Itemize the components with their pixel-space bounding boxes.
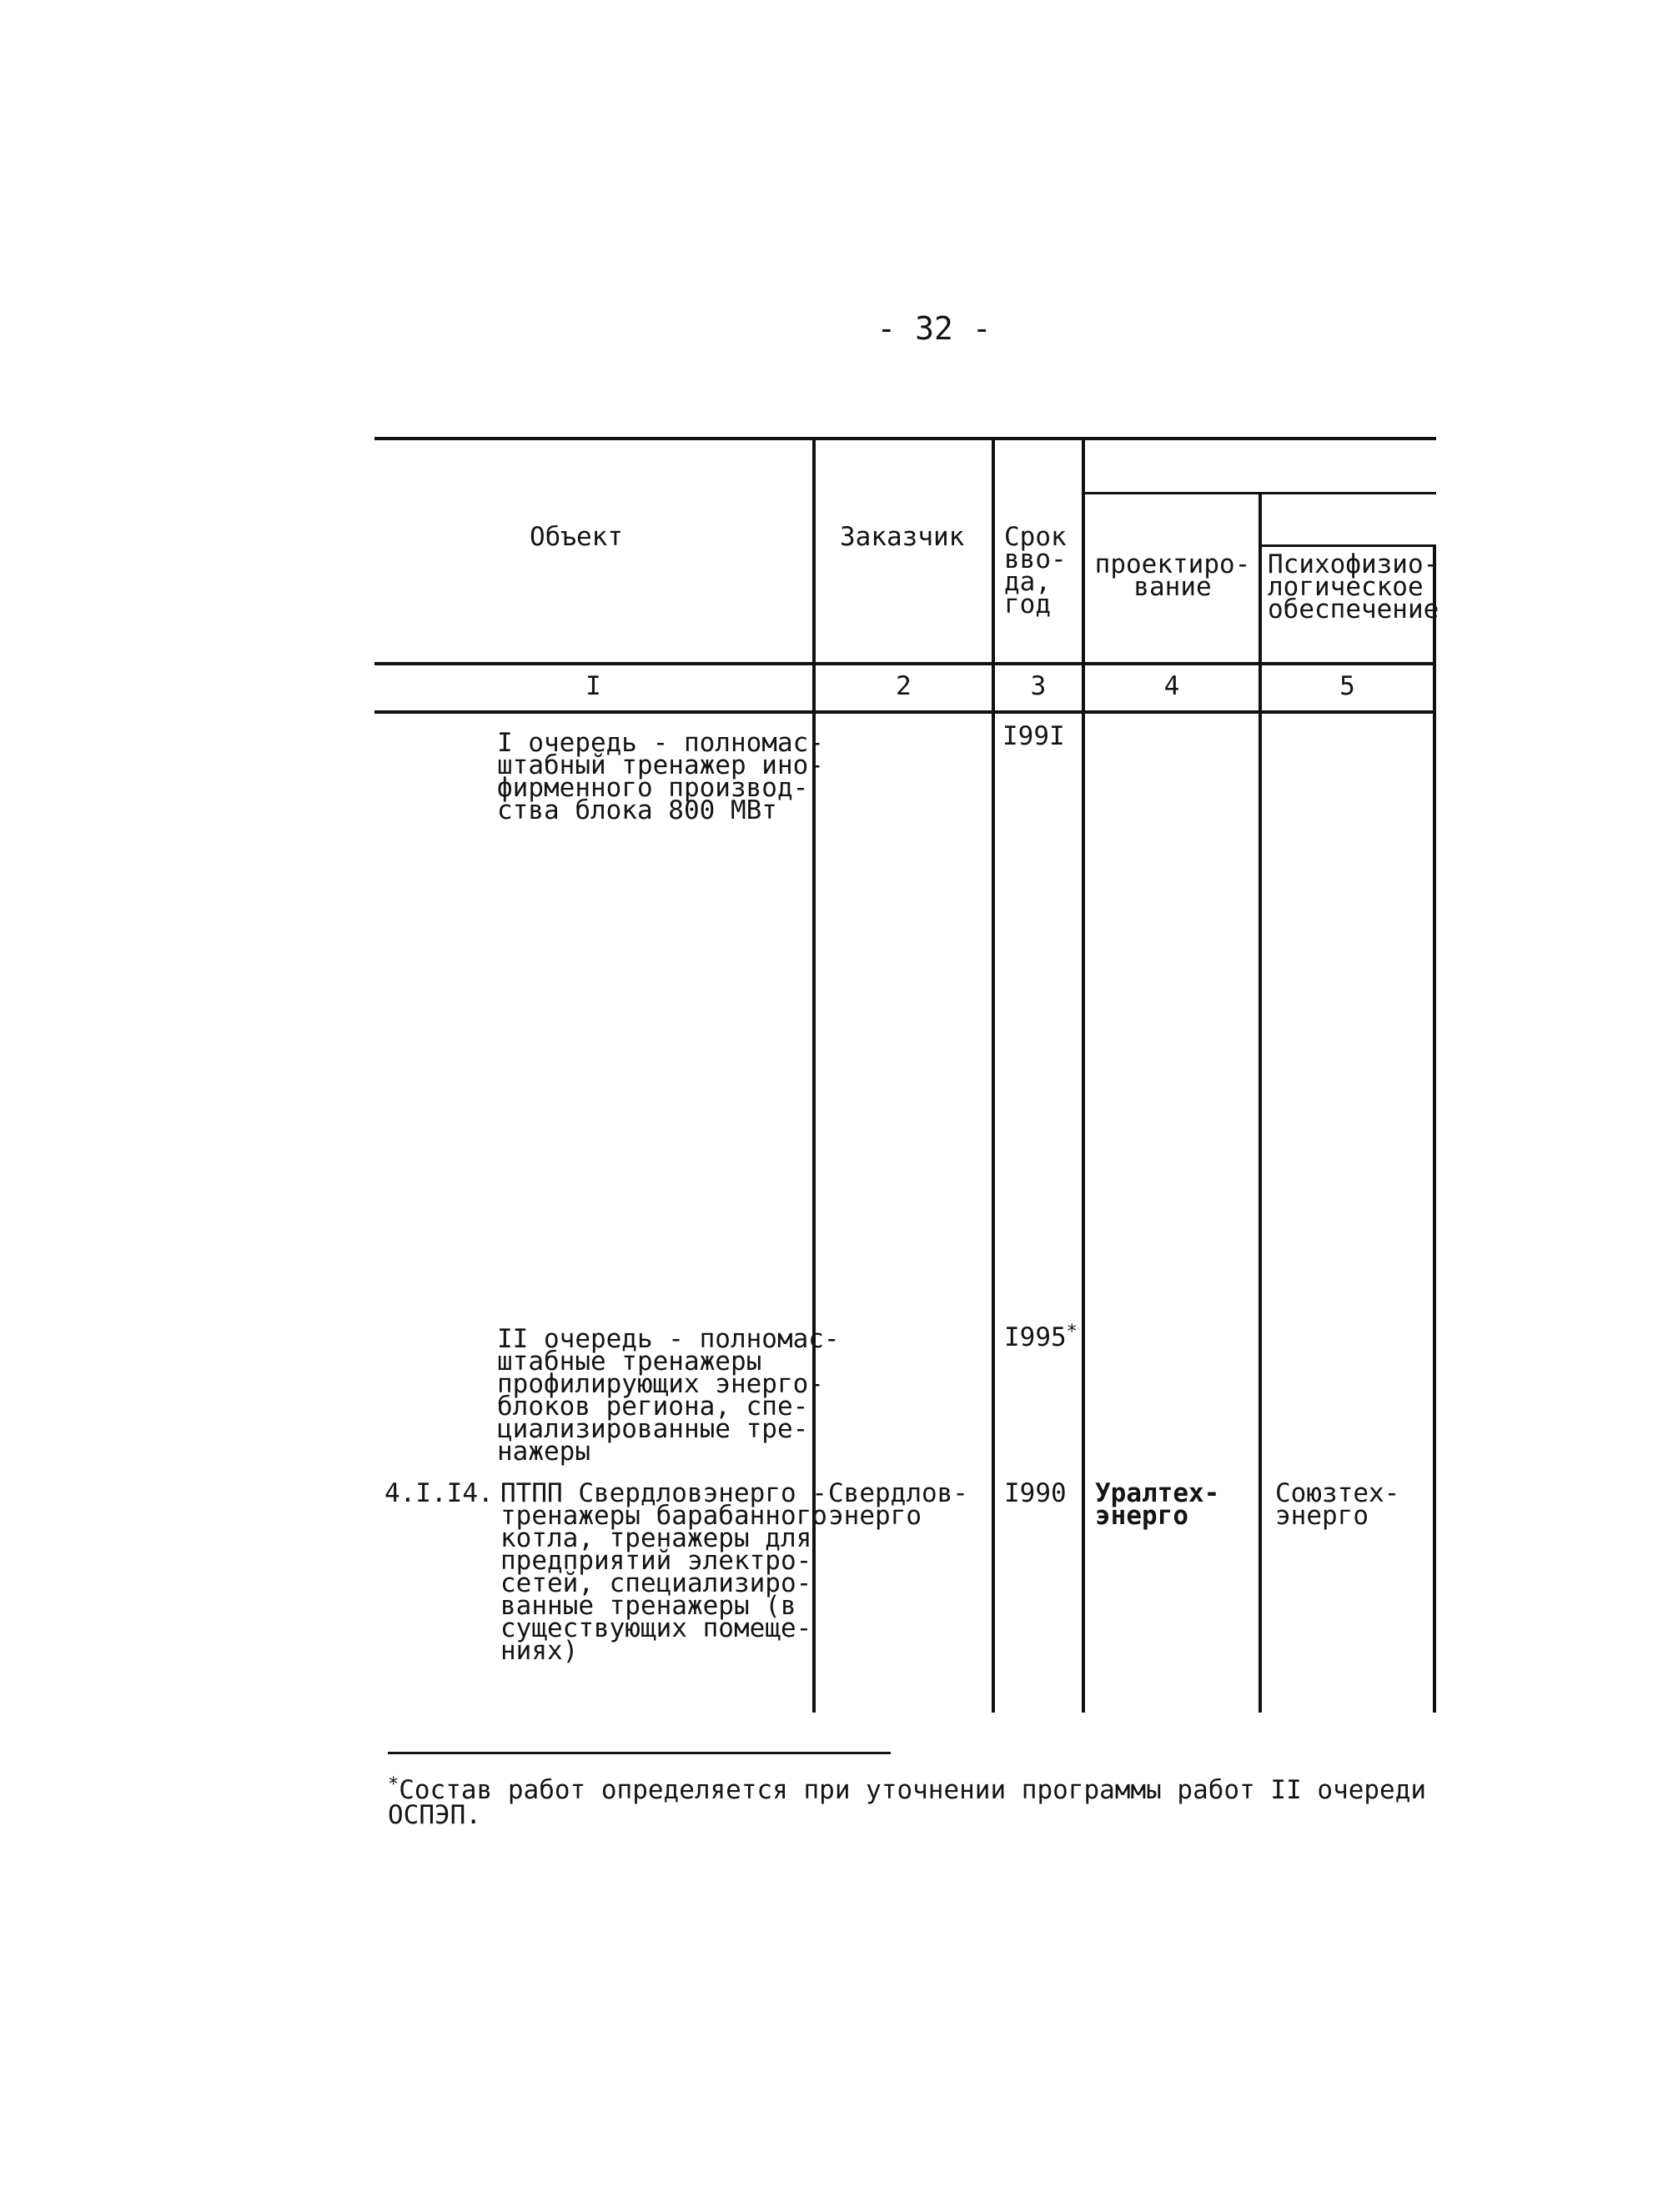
row2-year-mark: * [1066, 1322, 1078, 1342]
row3-year-value: I990 [1004, 1478, 1067, 1508]
row2-object: II очередь - полномас- штабные тренажеры профилирующих энерго- блоков региона, спе- циализированные тре- нажеры [497, 1324, 840, 1467]
table-top-rule [374, 437, 1436, 440]
row1-object: I очередь - полномас- штабный тренажер ино- фирменного производ- ства блока 800 МВт [497, 728, 824, 825]
page-number: - 32 - [877, 310, 992, 347]
header-subrule-2 [1259, 544, 1436, 547]
header-object: Объект [530, 522, 623, 552]
footnote-mark: * [388, 1774, 399, 1795]
footnote [388, 1773, 1426, 1828]
row2-year-value: I995 [1004, 1322, 1067, 1352]
row1-year-value: I99I [1002, 721, 1065, 751]
column-number-2: 2 [896, 671, 912, 701]
row2-year [1004, 1321, 1078, 1352]
row3-psycho: Союзтех- энерго [1275, 1478, 1400, 1531]
column-divider-5 [1433, 544, 1436, 1713]
header-design: проектиро- вание [1094, 549, 1251, 602]
header-year: Срок вво- да, год [1004, 522, 1067, 619]
column-divider-3 [1082, 437, 1085, 1713]
row3-object: ПТПП Свердловэнерго - тренажеры барабанного котла, тренажеры для предприятий электро- сетей, специализиро- ванные тренажеры (в существующих помеще- ниях) [500, 1478, 827, 1666]
footnote-text: Состав работ определяется при уточнении программы работ II очереди ОСПЭП. [388, 1775, 1427, 1830]
row1-year [1002, 721, 1065, 751]
row3-year [1004, 1478, 1067, 1508]
header-psycho: Психофизио- логическое обеспечение [1268, 549, 1439, 624]
row3-number: 4.I.I4. [384, 1478, 494, 1508]
footnote-rule [388, 1752, 891, 1754]
header-customer: Заказчик [840, 522, 965, 552]
column-number-1: I [585, 671, 601, 701]
header-bottom-rule [374, 662, 1436, 665]
row3-design: Уралтех- энерго [1095, 1478, 1220, 1531]
column-number-4: 4 [1163, 671, 1180, 701]
row3-customer: Свердлов- энерго [828, 1478, 968, 1531]
column-number-5: 5 [1339, 671, 1355, 701]
column-number-rule [374, 710, 1436, 714]
column-divider-2 [992, 437, 995, 1713]
column-number-3: 3 [1030, 671, 1047, 701]
